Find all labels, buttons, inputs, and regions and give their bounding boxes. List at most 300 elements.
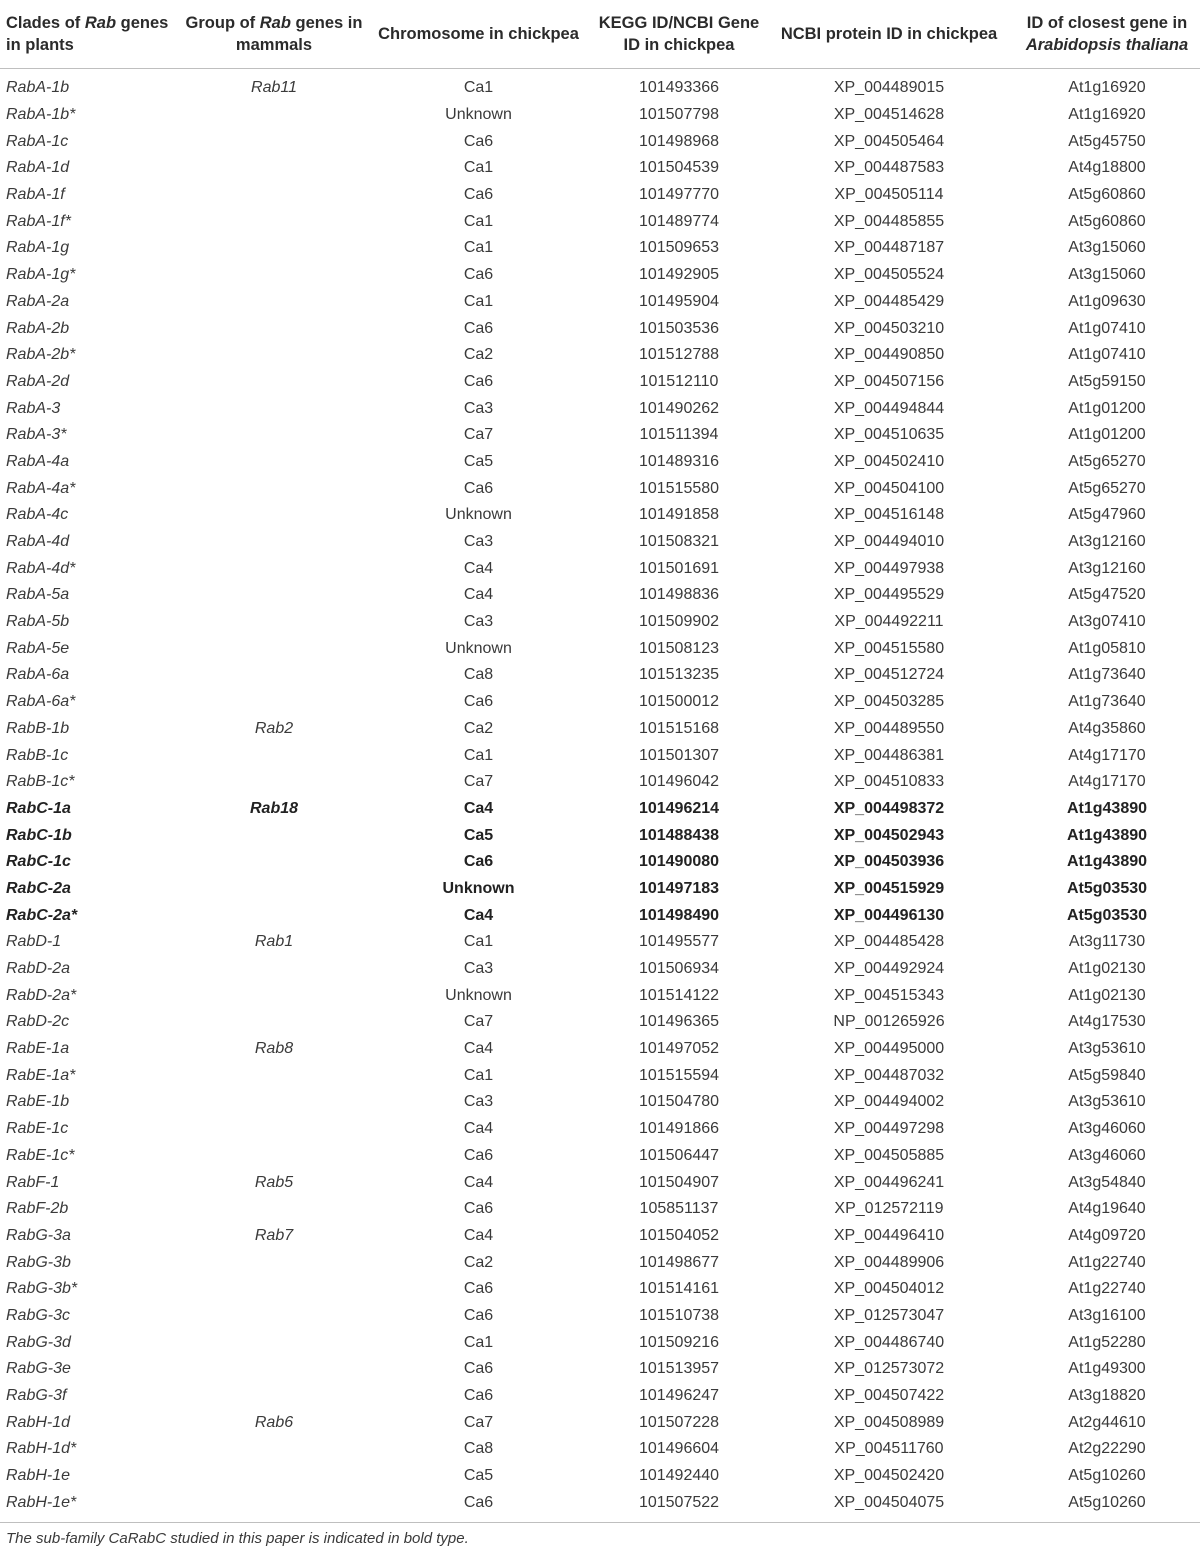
arabidopsis-id-cell: At4g18800	[1068, 159, 1146, 177]
mammal-group-cell	[185, 1062, 363, 1089]
table-row	[0, 475, 1200, 502]
protein-id-cell: XP_004489906	[833, 1253, 945, 1271]
arabidopsis-id-cell: At2g22290	[1068, 1440, 1146, 1458]
chromosome-cell: Ca2	[463, 346, 494, 364]
table-row	[0, 369, 1200, 396]
clade-cell: RabH-1d	[6, 1413, 71, 1431]
chromosome-cell: Ca6	[463, 1360, 494, 1378]
protein-id-cell: XP_004505464	[833, 132, 945, 150]
arabidopsis-id-cell: At3g18820	[1068, 1387, 1146, 1405]
chromosome-cell: Ca1	[463, 159, 494, 177]
chromosome-cell: Ca1	[463, 292, 494, 310]
arabidopsis-id-cell: At5g45750	[1068, 132, 1146, 150]
chromosome-cell: Ca2	[463, 1253, 494, 1271]
table-row	[0, 876, 1200, 903]
chromosome-cell: Ca5	[463, 826, 494, 844]
table-row	[0, 289, 1200, 316]
clade-cell: RabA-5a	[6, 586, 70, 604]
chromosome-cell: Ca6	[463, 319, 494, 337]
protein-id-cell: XP_012572119	[834, 1200, 944, 1218]
mammal-group-cell	[185, 769, 363, 796]
table-row	[0, 102, 1200, 129]
gene-id-cell: 101513235	[638, 666, 720, 684]
chromosome-cell: Ca8	[463, 666, 494, 684]
gene-id-cell: 101496214	[638, 799, 720, 817]
protein-id-cell: XP_004502943	[833, 826, 945, 844]
chromosome-cell: Ca6	[463, 1306, 494, 1324]
table-row	[0, 1489, 1200, 1516]
table-row	[0, 502, 1200, 529]
gene-id-cell: 101506934	[638, 960, 720, 978]
clade-cell: RabA-6a*	[6, 693, 76, 711]
arabidopsis-id-cell: At5g65270	[1068, 479, 1146, 497]
arabidopsis-id-cell: At5g59150	[1068, 372, 1146, 390]
mammal-group-cell	[185, 1489, 363, 1516]
chromosome-cell: Ca4	[463, 906, 494, 924]
clade-cell: RabA-4a	[6, 452, 70, 470]
protein-id-cell: XP_004505114	[834, 186, 944, 204]
chromosome-cell: Ca8	[463, 1440, 494, 1458]
gene-id-cell: 101514161	[638, 1280, 720, 1298]
table-row	[0, 1089, 1200, 1116]
chromosome-cell: Ca4	[463, 1120, 494, 1138]
chromosome-cell: Ca6	[463, 853, 494, 871]
clade-cell: RabG-3b*	[6, 1280, 78, 1298]
gene-id-cell: 101515594	[638, 1066, 720, 1084]
column-header-1	[185, 0, 363, 69]
gene-id-cell: 101504780	[638, 1093, 720, 1111]
column-header-2	[363, 0, 594, 69]
chromosome-cell: Ca7	[463, 1013, 494, 1031]
mammal-group-cell: Rab2	[254, 719, 294, 737]
arabidopsis-id-cell: At5g10260	[1068, 1493, 1146, 1511]
gene-id-cell: 101507228	[638, 1413, 720, 1431]
mammal-group-cell	[185, 102, 363, 129]
clade-cell: RabG-3b	[6, 1253, 71, 1271]
arabidopsis-id-cell: At1g22740	[1068, 1280, 1146, 1298]
clade-cell: RabE-1c	[6, 1120, 69, 1138]
chromosome-cell: Ca4	[463, 586, 494, 604]
arabidopsis-id-cell: At1g73640	[1068, 693, 1146, 711]
mammal-group-cell	[185, 1356, 363, 1383]
mammal-group-cell	[185, 849, 363, 876]
gene-id-cell: 101498968	[638, 132, 720, 150]
arabidopsis-id-cell: At4g19640	[1068, 1200, 1146, 1218]
arabidopsis-id-cell: At1g52280	[1068, 1333, 1146, 1351]
table-row	[0, 635, 1200, 662]
chromosome-cell: Ca4	[463, 1173, 494, 1191]
protein-id-cell: XP_004507156	[833, 372, 945, 390]
mammal-group-cell	[185, 289, 363, 316]
protein-id-cell: XP_004504012	[833, 1280, 945, 1298]
arabidopsis-id-cell: At3g11730	[1068, 933, 1146, 951]
gene-id-cell: 101493366	[638, 79, 720, 97]
arabidopsis-id-cell: At1g09630	[1068, 292, 1146, 310]
gene-id-cell: 101512788	[638, 346, 720, 364]
table-row	[0, 609, 1200, 636]
clade-cell: RabA-4d*	[6, 559, 76, 577]
protein-id-cell: XP_004514628	[833, 106, 945, 124]
table-row	[0, 208, 1200, 235]
chromosome-cell: Unknown	[445, 986, 512, 1004]
arabidopsis-id-cell: At1g43890	[1066, 853, 1148, 871]
arabidopsis-id-cell: At1g07410	[1068, 346, 1146, 364]
chromosome-cell: Ca1	[463, 1333, 494, 1351]
clade-cell: RabG-3a	[6, 1226, 71, 1244]
table-row	[0, 1062, 1200, 1089]
mammal-group-cell	[185, 582, 363, 609]
chromosome-cell: Ca6	[463, 1200, 494, 1218]
clade-cell: RabH-1d*	[6, 1440, 77, 1458]
arabidopsis-id-cell: At4g17170	[1068, 773, 1146, 791]
clade-cell: RabA-5e	[6, 639, 70, 657]
table-row	[0, 982, 1200, 1009]
arabidopsis-id-cell: At1g43890	[1066, 799, 1148, 817]
mammal-group-cell	[185, 822, 363, 849]
mammal-group-cell	[185, 1383, 363, 1410]
chromosome-cell: Ca6	[463, 372, 494, 390]
gene-id-cell: 101491866	[638, 1120, 720, 1138]
mammal-group-cell	[185, 502, 363, 529]
clade-cell: RabB-1c*	[6, 773, 75, 791]
protein-id-cell: XP_004494002	[833, 1093, 945, 1111]
table-body	[0, 69, 1200, 1517]
table-footnote: The sub-family CaRabC studied in this paper is indicated in bold type.	[6, 1530, 469, 1548]
gene-id-cell: 101506447	[638, 1146, 720, 1164]
table-row	[0, 555, 1200, 582]
arabidopsis-id-cell: At4g17170	[1068, 746, 1146, 764]
column-header-5	[1014, 0, 1200, 69]
chromosome-cell: Ca5	[463, 452, 494, 470]
mammal-group-cell	[185, 982, 363, 1009]
protein-id-cell: XP_004515929	[833, 879, 945, 897]
protein-id-cell: XP_004504075	[833, 1493, 945, 1511]
gene-id-cell: 101497183	[638, 879, 720, 897]
table-row	[0, 529, 1200, 556]
clade-cell: RabC-1b	[6, 826, 72, 844]
table-row	[0, 395, 1200, 422]
gene-id-cell: 101515168	[638, 719, 720, 737]
chromosome-cell: Ca6	[463, 186, 494, 204]
clade-cell: RabG-3e	[6, 1360, 71, 1378]
protein-id-cell: XP_004512724	[833, 666, 945, 684]
mammal-group-cell	[185, 1116, 363, 1143]
mammal-group-cell	[185, 956, 363, 983]
chromosome-cell: Ca3	[463, 399, 494, 417]
table-row	[0, 956, 1200, 983]
gene-id-cell: 101490262	[638, 399, 720, 417]
arabidopsis-id-cell: At3g53610	[1068, 1040, 1146, 1058]
arabidopsis-id-cell: At3g15060	[1068, 239, 1146, 257]
arabidopsis-id-cell: At5g60860	[1068, 212, 1146, 230]
gene-id-cell: 101496042	[638, 773, 720, 791]
clade-cell: RabB-1c	[6, 746, 69, 764]
table-row	[0, 342, 1200, 369]
column-header-text-tail: genes in mammals	[235, 14, 363, 54]
protein-id-cell: XP_004503285	[833, 693, 945, 711]
table-row	[0, 1169, 1200, 1196]
gene-id-cell: 101496604	[638, 1440, 720, 1458]
column-header-text-tail: genes in plants	[6, 14, 169, 54]
mammal-group-cell	[185, 1143, 363, 1170]
gene-id-cell: 101504539	[638, 159, 720, 177]
table-row	[0, 128, 1200, 155]
column-header-text: Group of	[185, 14, 260, 32]
clade-cell: RabD-1	[6, 933, 62, 951]
table-row	[0, 1116, 1200, 1143]
clade-cell: RabA-2d	[6, 372, 70, 390]
arabidopsis-id-cell: At1g43890	[1066, 826, 1148, 844]
mammal-group-cell	[185, 689, 363, 716]
mammal-group-cell	[185, 1249, 363, 1276]
chromosome-cell: Ca3	[463, 1093, 494, 1111]
table-row	[0, 422, 1200, 449]
mammal-group-cell: Rab5	[254, 1173, 294, 1191]
clade-cell: RabA-2a	[6, 292, 70, 310]
gene-id-cell: 105851137	[639, 1200, 719, 1218]
arabidopsis-id-cell: At3g46060	[1068, 1120, 1146, 1138]
clade-cell: RabA-3*	[6, 426, 67, 444]
chromosome-cell: Ca6	[463, 1387, 494, 1405]
table-row	[0, 742, 1200, 769]
protein-id-cell: XP_004497938	[833, 559, 945, 577]
arabidopsis-id-cell: At1g73640	[1068, 666, 1146, 684]
table-row	[0, 1436, 1200, 1463]
clade-cell: RabA-2b	[6, 319, 70, 337]
chromosome-cell: Ca1	[463, 746, 494, 764]
chromosome-cell: Unknown	[445, 506, 512, 524]
gene-id-cell: 101496247	[638, 1387, 720, 1405]
chromosome-cell: Ca1	[463, 239, 494, 257]
mammal-group-cell	[185, 395, 363, 422]
gene-id-cell: 101503536	[638, 319, 720, 337]
clade-cell: RabH-1e	[6, 1467, 71, 1485]
clade-cell: RabA-6a	[6, 666, 70, 684]
arabidopsis-id-cell: At1g16920	[1068, 106, 1146, 124]
protein-id-cell: XP_004487583	[833, 159, 945, 177]
chromosome-cell: Ca6	[463, 693, 494, 711]
clade-cell: RabD-2c	[6, 1013, 70, 1031]
protein-id-cell: XP_004485429	[833, 292, 945, 310]
protein-id-cell: XP_004490850	[833, 346, 945, 364]
clade-cell: RabB-1b	[6, 719, 70, 737]
gene-id-cell: 101511394	[639, 426, 719, 444]
arabidopsis-id-cell: At3g54840	[1068, 1173, 1146, 1191]
table-row	[0, 1409, 1200, 1436]
mammal-group-cell	[185, 315, 363, 342]
clade-cell: RabD-2a*	[6, 986, 77, 1004]
gene-id-cell: 101497052	[638, 1040, 720, 1058]
clade-cell: RabA-1c	[6, 132, 69, 150]
column-header-italic-text: Rab	[259, 14, 291, 32]
mammal-group-cell: Rab11	[251, 79, 297, 97]
chromosome-cell: Unknown	[445, 639, 512, 657]
table-row	[0, 69, 1200, 102]
gene-id-cell: 101498677	[638, 1253, 720, 1271]
arabidopsis-id-cell: At1g01200	[1068, 399, 1146, 417]
gene-id-cell: 101489316	[638, 452, 720, 470]
arabidopsis-id-cell: At3g15060	[1068, 266, 1146, 284]
mammal-group-cell	[185, 369, 363, 396]
gene-id-cell: 101501691	[638, 559, 720, 577]
clade-cell: RabD-2a	[6, 960, 71, 978]
clade-cell: RabA-3	[6, 399, 61, 417]
column-header-italic-text: Arabidopsis thaliana	[1025, 36, 1189, 54]
column-header-text: Chromosome in chickpea	[378, 25, 579, 43]
mammal-group-cell: Rab1	[254, 933, 294, 951]
table-row	[0, 902, 1200, 929]
protein-id-cell: XP_004496241	[833, 1173, 945, 1191]
mammal-group-cell	[185, 1303, 363, 1330]
gene-id-cell: 101504052	[638, 1226, 720, 1244]
table-row	[0, 822, 1200, 849]
arabidopsis-id-cell: At3g12160	[1068, 533, 1146, 551]
protein-id-cell: XP_004486740	[833, 1333, 945, 1351]
mammal-group-cell: Rab18	[249, 799, 299, 817]
protein-id-cell: XP_004516148	[833, 506, 945, 524]
clade-cell: RabE-1a	[6, 1040, 70, 1058]
arabidopsis-id-cell: At1g02130	[1068, 960, 1146, 978]
clade-cell: RabA-5b	[6, 613, 70, 631]
chromosome-cell: Ca4	[463, 559, 494, 577]
clade-cell: RabA-1d	[6, 159, 70, 177]
chromosome-cell: Ca5	[463, 1467, 494, 1485]
chromosome-cell: Ca1	[463, 212, 494, 230]
gene-id-cell: 101495577	[638, 933, 720, 951]
chromosome-cell: Ca7	[463, 773, 494, 791]
clade-cell: RabC-2a*	[6, 906, 78, 924]
arabidopsis-id-cell: At3g53610	[1068, 1093, 1146, 1111]
protein-id-cell: XP_012573047	[833, 1306, 945, 1324]
mammal-group-cell	[185, 449, 363, 476]
clade-cell: RabC-1a	[6, 799, 71, 817]
column-header-italic-text: Rab	[84, 14, 117, 32]
gene-id-cell: 101501307	[638, 746, 720, 764]
protein-id-cell: XP_004515580	[833, 639, 945, 657]
clade-cell: RabC-2a	[6, 879, 71, 897]
protein-id-cell: XP_004507422	[833, 1387, 945, 1405]
mammal-group-cell	[185, 235, 363, 262]
arabidopsis-id-cell: At1g16920	[1068, 79, 1146, 97]
arabidopsis-id-cell: At1g07410	[1068, 319, 1146, 337]
mammal-group-cell	[185, 635, 363, 662]
table-row	[0, 449, 1200, 476]
clade-cell: RabH-1e*	[6, 1493, 77, 1511]
table-row	[0, 662, 1200, 689]
gene-id-cell: 101509653	[638, 239, 720, 257]
gene-id-cell: 101496365	[638, 1013, 720, 1031]
gene-id-cell: 101500012	[638, 693, 720, 711]
mammal-group-cell	[185, 422, 363, 449]
mammal-group-cell	[185, 876, 363, 903]
arabidopsis-id-cell: At4g09720	[1068, 1226, 1146, 1244]
arabidopsis-id-cell: At1g02130	[1068, 986, 1146, 1004]
mammal-group-cell: Rab8	[254, 1040, 294, 1058]
mammal-group-cell	[185, 1436, 363, 1463]
arabidopsis-id-cell: At1g01200	[1068, 426, 1146, 444]
gene-id-cell: 101497770	[638, 186, 720, 204]
chromosome-cell: Unknown	[445, 106, 512, 124]
protein-id-cell: XP_004485855	[833, 212, 945, 230]
column-header-text: NCBI protein ID in chickpea	[780, 25, 998, 43]
chromosome-cell: Unknown	[442, 879, 515, 897]
protein-id-cell: XP_004485428	[833, 933, 945, 951]
mammal-group-cell	[185, 662, 363, 689]
clade-cell: RabF-2b	[6, 1200, 69, 1218]
mammal-group-cell	[185, 342, 363, 369]
gene-id-cell: 101489774	[638, 212, 720, 230]
protein-id-cell: XP_004505524	[833, 266, 945, 284]
gene-id-cell: 101515580	[638, 479, 720, 497]
chromosome-cell: Ca4	[463, 1040, 494, 1058]
arabidopsis-id-cell: At5g03530	[1066, 879, 1148, 897]
clade-cell: RabG-3d	[6, 1333, 71, 1351]
chromosome-cell: Ca6	[463, 1146, 494, 1164]
protein-id-cell: XP_004494844	[833, 399, 945, 417]
clade-cell: RabA-1b	[6, 79, 70, 97]
clade-cell: RabE-1c*	[6, 1146, 75, 1164]
protein-id-cell: XP_004503936	[833, 853, 945, 871]
chromosome-cell: Ca6	[463, 1280, 494, 1298]
protein-id-cell: XP_004503210	[833, 319, 945, 337]
protein-id-cell: XP_004511760	[834, 1440, 944, 1458]
protein-id-cell: XP_004510833	[833, 773, 945, 791]
gene-id-cell: 101513957	[638, 1360, 720, 1378]
clade-cell: RabC-1c	[6, 853, 71, 871]
table-row	[0, 1036, 1200, 1063]
table-row	[0, 262, 1200, 289]
mammal-group-cell	[185, 529, 363, 556]
table-row	[0, 1143, 1200, 1170]
arabidopsis-id-cell: At2g44610	[1068, 1413, 1146, 1431]
table-row	[0, 1329, 1200, 1356]
arabidopsis-id-cell: At3g46060	[1068, 1146, 1146, 1164]
protein-id-cell: XP_004486381	[833, 746, 945, 764]
chromosome-cell: Ca7	[463, 1413, 494, 1431]
protein-id-cell: XP_012573072	[833, 1360, 945, 1378]
table-row	[0, 849, 1200, 876]
mammal-group-cell	[185, 182, 363, 209]
protein-id-cell: XP_004515343	[833, 986, 945, 1004]
chromosome-cell: Ca6	[463, 1493, 494, 1511]
gene-id-cell: 101508123	[638, 639, 720, 657]
table-row	[0, 1303, 1200, 1330]
protein-id-cell: XP_004496130	[833, 906, 945, 924]
gene-id-cell: 101491858	[638, 506, 720, 524]
protein-id-cell: XP_004487187	[833, 239, 945, 257]
arabidopsis-id-cell: At5g60860	[1068, 186, 1146, 204]
chromosome-cell: Ca6	[463, 266, 494, 284]
gene-id-cell: 101509902	[638, 613, 720, 631]
chromosome-cell: Ca4	[463, 1226, 494, 1244]
column-header-3	[594, 0, 764, 69]
clade-cell: RabA-4c	[6, 506, 69, 524]
chromosome-cell: Ca1	[463, 79, 494, 97]
protein-id-cell: XP_004498372	[833, 799, 945, 817]
protein-id-cell: NP_001265926	[833, 1013, 945, 1031]
table-row	[0, 796, 1200, 823]
table-row	[0, 1463, 1200, 1490]
clade-cell: RabA-2b*	[6, 346, 76, 364]
mammal-group-cell	[185, 1196, 363, 1223]
protein-id-cell: XP_004510635	[833, 426, 945, 444]
mammal-group-cell	[185, 609, 363, 636]
table-row	[0, 929, 1200, 956]
clade-cell: RabG-3c	[6, 1306, 71, 1324]
gene-id-cell: 101514122	[638, 986, 720, 1004]
table-row	[0, 182, 1200, 209]
column-header-text: Clades of	[6, 14, 85, 32]
